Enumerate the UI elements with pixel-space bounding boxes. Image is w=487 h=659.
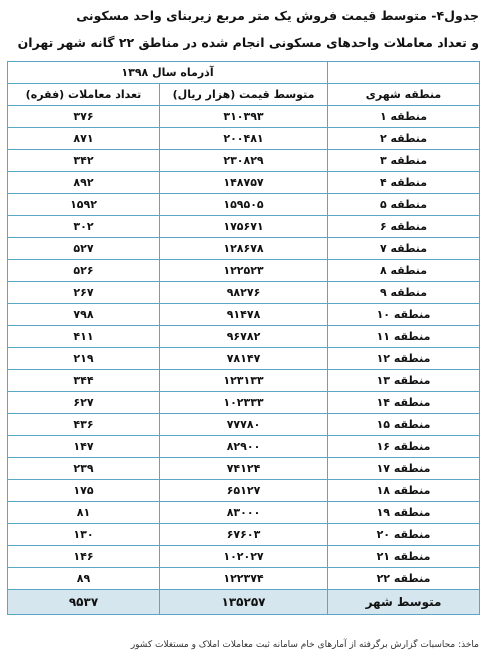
table-row (8, 480, 480, 502)
price-cell: ۱۷۵۶۷۱ (160, 216, 328, 238)
col-header-avg-price: متوسط قیمت (هزار ریال) (160, 84, 328, 106)
table-row (8, 524, 480, 546)
table-row (8, 502, 480, 524)
count-cell: ۳۴۲ (8, 150, 160, 172)
region-cell: منطقه ۲۲ (328, 568, 480, 590)
total-region: متوسط شهر (328, 590, 480, 615)
count-cell: ۸۹ (8, 568, 160, 590)
count-cell: ۴۱۱ (8, 326, 160, 348)
total-price: ۱۳۵۲۵۷ (160, 590, 328, 615)
region-cell: منطقه ۱۲ (328, 348, 480, 370)
count-cell: ۱۷۵ (8, 480, 160, 502)
table-row (8, 106, 480, 128)
region-cell: منطقه ۱۳ (328, 370, 480, 392)
price-cell: ۱۲۸۶۷۸ (160, 238, 328, 260)
count-cell: ۳۴۴ (8, 370, 160, 392)
region-cell: منطقه ۹ (328, 282, 480, 304)
price-cell: ۶۵۱۲۷ (160, 480, 328, 502)
count-cell: ۱۵۹۲ (8, 194, 160, 216)
count-cell: ۸۱ (8, 502, 160, 524)
table-row (8, 370, 480, 392)
price-cell: ۸۲۹۰۰ (160, 436, 328, 458)
region-cell: منطقه ۱ (328, 106, 480, 128)
count-cell: ۶۲۷ (8, 392, 160, 414)
count-cell: ۸۹۲ (8, 172, 160, 194)
table-row (8, 216, 480, 238)
table-row (8, 458, 480, 480)
count-cell: ۳۷۶ (8, 106, 160, 128)
table-row (8, 304, 480, 326)
table-row (8, 348, 480, 370)
price-cell: ۱۰۲۰۲۷ (160, 546, 328, 568)
count-cell: ۱۳۰ (8, 524, 160, 546)
table-row (8, 150, 480, 172)
price-cell: ۹۱۴۷۸ (160, 304, 328, 326)
price-cell: ۱۲۳۱۳۳ (160, 370, 328, 392)
price-cell: ۱۲۲۵۲۳ (160, 260, 328, 282)
period-header: آذرماه سال ۱۳۹۸ (8, 62, 328, 84)
price-cell: ۱۲۲۳۷۴ (160, 568, 328, 590)
price-cell: ۷۴۱۲۴ (160, 458, 328, 480)
table-row (8, 172, 480, 194)
count-cell: ۱۴۷ (8, 436, 160, 458)
table-title-line2: و تعداد معاملات واحدهای مسکونی انجام شده در مناطق ۲۲ گانه شهر تهران (17, 35, 479, 50)
price-table (7, 61, 480, 615)
region-cell: منطقه ۱۸ (328, 480, 480, 502)
table-row (8, 282, 480, 304)
region-head-top (328, 62, 480, 84)
region-cell: منطقه ۱۴ (328, 392, 480, 414)
count-cell: ۳۰۲ (8, 216, 160, 238)
table-row (8, 260, 480, 282)
table-title-line1: جدول۴- متوسط قیمت فروش یک متر مربع زیربنای واحد مسکونی (76, 8, 479, 23)
total-row (8, 590, 480, 615)
price-cell: ۹۸۲۷۶ (160, 282, 328, 304)
price-cell: ۷۷۷۸۰ (160, 414, 328, 436)
col-header-transactions: تعداد معاملات (فقره) (8, 84, 160, 106)
table-row (8, 238, 480, 260)
region-cell: منطقه ۲۱ (328, 546, 480, 568)
table-body (8, 106, 480, 590)
region-cell: منطقه ۱۰ (328, 304, 480, 326)
price-cell: ۶۷۶۰۳ (160, 524, 328, 546)
region-cell: منطقه ۸ (328, 260, 480, 282)
table-row (8, 414, 480, 436)
count-cell: ۸۷۱ (8, 128, 160, 150)
region-cell: منطقه ۱۵ (328, 414, 480, 436)
source-note: ماخذ: محاسبات گزارش برگرفته از آمارهای خام سامانه ثبت معاملات املاک و مستغلات کشور (130, 640, 479, 650)
count-cell: ۲۶۷ (8, 282, 160, 304)
count-cell: ۱۴۶ (8, 546, 160, 568)
region-cell: منطقه ۱۷ (328, 458, 480, 480)
table-row (8, 392, 480, 414)
table-row (8, 326, 480, 348)
price-cell: ۳۱۰۳۹۳ (160, 106, 328, 128)
count-cell: ۷۹۸ (8, 304, 160, 326)
region-cell: منطقه ۲۰ (328, 524, 480, 546)
price-cell: ۲۳۰۸۲۹ (160, 150, 328, 172)
region-cell: منطقه ۶ (328, 216, 480, 238)
col-header-region: منطقه شهری (328, 84, 480, 106)
price-cell: ۹۶۷۸۲ (160, 326, 328, 348)
price-cell: ۲۰۰۴۸۱ (160, 128, 328, 150)
region-cell: منطقه ۵ (328, 194, 480, 216)
table-row (8, 546, 480, 568)
count-cell: ۴۳۶ (8, 414, 160, 436)
table-row (8, 194, 480, 216)
count-cell: ۵۲۷ (8, 238, 160, 260)
total-count: ۹۵۳۷ (8, 590, 160, 615)
region-cell: منطقه ۴ (328, 172, 480, 194)
table-row (8, 568, 480, 590)
price-cell: ۱۵۹۵۰۵ (160, 194, 328, 216)
table-row (8, 128, 480, 150)
price-cell: ۱۴۸۷۵۷ (160, 172, 328, 194)
region-cell: منطقه ۱۱ (328, 326, 480, 348)
region-cell: منطقه ۱۶ (328, 436, 480, 458)
price-cell: ۸۳۰۰۰ (160, 502, 328, 524)
price-cell: ۱۰۲۳۳۳ (160, 392, 328, 414)
count-cell: ۲۳۹ (8, 458, 160, 480)
region-cell: منطقه ۷ (328, 238, 480, 260)
count-cell: ۵۲۶ (8, 260, 160, 282)
region-cell: منطقه ۱۹ (328, 502, 480, 524)
region-cell: منطقه ۳ (328, 150, 480, 172)
table-row (8, 436, 480, 458)
region-cell: منطقه ۲ (328, 128, 480, 150)
price-cell: ۷۸۱۴۷ (160, 348, 328, 370)
count-cell: ۲۱۹ (8, 348, 160, 370)
